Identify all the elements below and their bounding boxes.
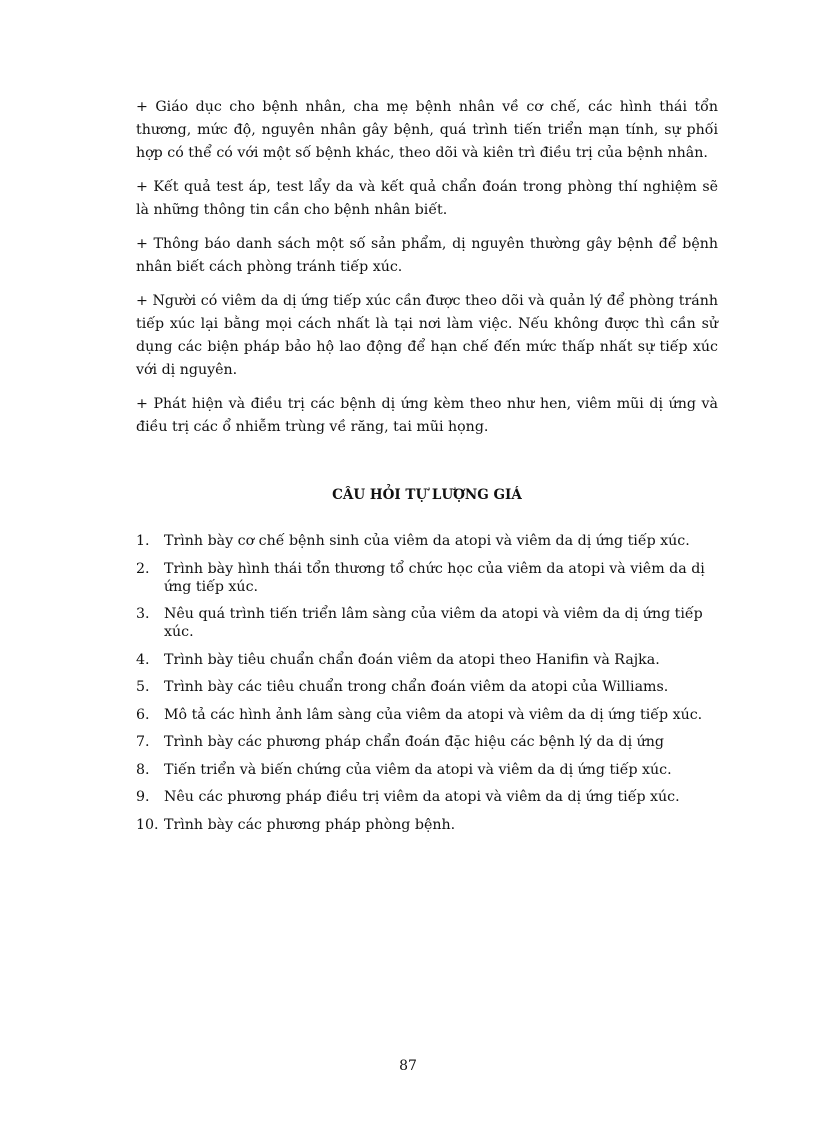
question-number: 10.	[136, 816, 159, 833]
question-text: Mô tả các hình ảnh lâm sàng của viêm da atopi và viêm da dị ứng tiếp xúc.	[164, 706, 703, 723]
question-text: Trình bày hình thái tổn thương tổ chức học của viêm da atopi và viêm da dị ứng tiếp xúc.	[164, 560, 705, 595]
list-item	[136, 605, 718, 641]
question-number: 6.	[136, 706, 150, 723]
question-text: Trình bày các tiêu chuẩn trong chẩn đoán viêm da atopi của Williams.	[164, 679, 669, 695]
list-item	[136, 706, 718, 724]
paragraph-contact-avoidance: + Người có viêm da dị ứng tiếp xúc cần được theo dõi và quản lý để phòng tránh tiếp xúc lại bằng mọi cách nhất là tại nơi làm việc. Nếu không được thì cần sử dụng các biện pháp bảo hộ lao động để hạn chế đến mức thấp nhất sự tiếp xúc với dị nguyên.	[136, 293, 718, 378]
question-text: Trình bày tiêu chuẩn chẩn đoán viêm da atopi theo Hanifin và Rajka.	[164, 651, 660, 668]
question-number: 9.	[136, 789, 150, 805]
list-item	[136, 761, 718, 779]
bullet-paragraphs	[136, 96, 718, 450]
question-text: Tiến triển và biến chứng của viêm da atopi và viêm da dị ứng tiếp xúc.	[164, 761, 672, 778]
list-item	[136, 560, 718, 596]
paragraph-allergen-list: + Thông báo danh sách một số sản phẩm, dị nguyên thường gây bệnh để bệnh nhân biết cách phòng tránh tiếp xúc.	[136, 236, 718, 275]
question-text: Trình bày cơ chế bệnh sinh của viêm da atopi và viêm da dị ứng tiếp xúc.	[164, 533, 690, 549]
question-text: Nêu quá trình tiến triển lâm sàng của viêm da atopi và viêm da dị ứng tiếp xúc.	[164, 606, 703, 640]
list-item	[136, 651, 718, 669]
list-item	[136, 532, 718, 550]
paragraph-test-results: + Kết quả test áp, test lẩy da và kết quả chẩn đoán trong phòng thí nghiệm sẽ là những thông tin cần cho bệnh nhân biết.	[136, 179, 718, 218]
paragraph-treat-comorbid: + Phát hiện và điều trị các bệnh dị ứng kèm theo như hen, viêm mũi dị ứng và điều trị các ổ nhiễm trùng về răng, tai mũi họng.	[136, 396, 718, 435]
list-item	[136, 816, 718, 834]
question-number: 4.	[136, 651, 150, 668]
paragraph-patient-education: + Giáo dục cho bệnh nhân, cha mẹ bệnh nhân về cơ chế, các hình thái tổn thương, mức độ, nguyên nhân gây bệnh, quá trình tiến triển mạn tính, sự phối hợp có thể có với một số bệnh khác, theo dõi và kiên trì điều trị của bệnh nhân.	[136, 99, 718, 161]
question-number: 7.	[136, 734, 150, 750]
question-number: 2.	[136, 560, 150, 577]
question-list	[136, 532, 718, 843]
list-item	[136, 733, 718, 751]
question-number: 5.	[136, 679, 150, 695]
question-text: Nêu các phương pháp điều trị viêm da atopi và viêm da dị ứng tiếp xúc.	[164, 789, 680, 805]
section-title: CÂU HỎI TỰ LƯỢNG GIÁ	[332, 487, 522, 503]
list-item	[136, 788, 718, 806]
page-number: 87	[399, 1058, 417, 1074]
question-text: Trình bày các phương pháp chẩn đoán đặc hiệu các bệnh lý da dị ứng	[164, 734, 664, 750]
question-number: 1.	[136, 533, 150, 549]
question-number: 8.	[136, 761, 150, 778]
question-text: Trình bày các phương pháp phòng bệnh.	[164, 816, 456, 833]
list-item	[136, 678, 718, 696]
question-number: 3.	[136, 606, 150, 622]
